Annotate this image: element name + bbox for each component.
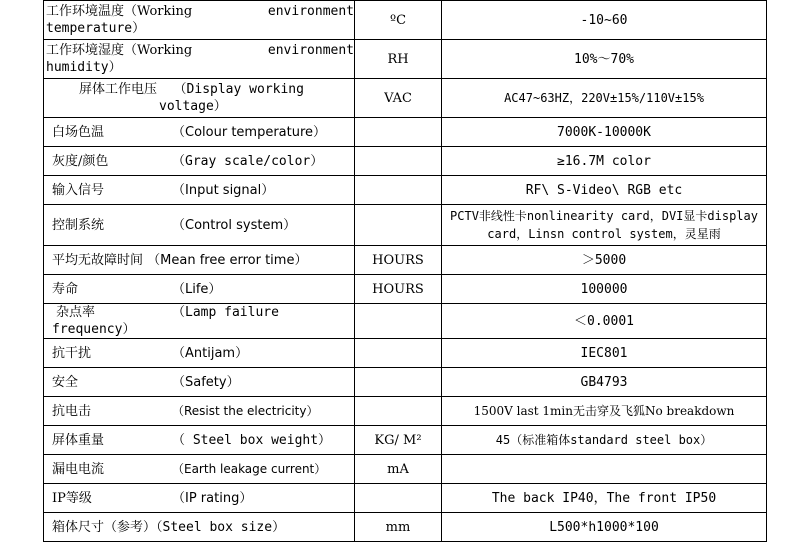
parameter-cell [44, 79, 355, 118]
unit-cell: mA [355, 455, 442, 484]
parameter-cell [44, 304, 355, 339]
parameter-name: IP等级 [52, 490, 92, 506]
parameter-name-cont: environment [267, 4, 354, 19]
parameter-name-en: （Mean free error time） [147, 252, 308, 268]
parameter-name-cont: environment [267, 43, 354, 58]
table-row [44, 304, 767, 339]
parameter-name-en: （Steel box size） [156, 519, 286, 535]
table-row [44, 513, 767, 542]
value-cell: AC47~63HZ，220V±15%/110V±15% [442, 79, 767, 118]
value-cell: 45（标准箱体standard steel box） [442, 426, 767, 455]
table-row [44, 455, 767, 484]
table-row [44, 397, 767, 426]
parameter-name-en: （Life） [172, 281, 222, 297]
value-cell: RF\ S-Video\ RGB etc [442, 176, 767, 205]
parameter-name: 抗干扰 [52, 345, 92, 361]
parameter-name-en: （Display working [173, 82, 304, 97]
value-cell: GB4793 [442, 368, 767, 397]
spec-table [43, 0, 767, 542]
value-cell: 10%～70% [442, 40, 767, 79]
parameter-name: 安全 [52, 374, 79, 390]
parameter-name: 工作环境湿度（Working [46, 43, 193, 58]
parameter-cell [44, 275, 355, 304]
parameter-name: 寿命 [52, 281, 79, 297]
table-row [44, 40, 767, 79]
parameter-cell [44, 339, 355, 368]
parameter-cell [44, 484, 355, 513]
table-row [44, 118, 767, 147]
parameter-name-en: （Gray scale/color） [172, 153, 324, 169]
unit-cell [355, 147, 442, 176]
value-cell: ＞5000 [442, 246, 767, 275]
parameter-name: 白场色温 [52, 124, 105, 140]
unit-cell [355, 205, 442, 246]
parameter-name-wrap: temperature） [46, 21, 146, 36]
table-row [44, 368, 767, 397]
parameter-name-en: （Antijam） [172, 345, 249, 361]
parameter-name: 屏体工作电压 [79, 82, 158, 97]
unit-cell: HOURS [355, 275, 442, 304]
parameter-name: 杂点率 [56, 305, 96, 320]
unit-cell: RH [355, 40, 442, 79]
parameter-cell [44, 40, 355, 79]
table-row [44, 79, 767, 118]
parameter-name: 输入信号 [52, 182, 105, 198]
parameter-name: 控制系统 [52, 217, 105, 233]
parameter-cell [44, 205, 355, 246]
table-row [44, 275, 767, 304]
parameter-name-en: （Resist the electricity） [172, 403, 319, 418]
value-line: card，Linsn control system，灵星雨 [487, 227, 721, 241]
parameter-name: 箱体尺寸（参考） [52, 519, 157, 535]
parameter-cell [44, 1, 355, 40]
unit-cell: mm [355, 513, 442, 542]
value-cell: ≥16.7M color [442, 147, 767, 176]
value-cell: -10~60 [442, 1, 767, 40]
value-cell: ＜0.0001 [442, 304, 767, 339]
parameter-cell [44, 397, 355, 426]
value-cell: 7000K-10000K [442, 118, 767, 147]
unit-cell: HOURS [355, 246, 442, 275]
value-cell: The back IP40，The front IP50 [442, 484, 767, 513]
unit-cell: VAC [355, 79, 442, 118]
table-row [44, 147, 767, 176]
unit-cell [355, 118, 442, 147]
parameter-name: 平均无故障时间 [52, 252, 144, 268]
parameter-name-en: （IP rating） [172, 490, 253, 506]
parameter-name: 漏电电流 [52, 461, 105, 477]
parameter-cell [44, 176, 355, 205]
value-cell: 1500V last 1min无击穿及飞狐No breakdown [442, 397, 767, 426]
unit-cell [355, 397, 442, 426]
value-line: PCTV非线性卡nonlinearity card，DVI显卡display [450, 209, 758, 223]
parameter-name-en-wrap: voltage） [159, 99, 227, 114]
table-row [44, 1, 767, 40]
unit-cell [355, 304, 442, 339]
unit-cell [355, 484, 442, 513]
parameter-name-en: （ Steel box weight） [172, 432, 332, 448]
unit-cell [355, 368, 442, 397]
parameter-cell [44, 455, 355, 484]
parameter-name: 灰度/颜色 [52, 153, 109, 169]
table-row [44, 339, 767, 368]
table-row [44, 246, 767, 275]
parameter-cell [44, 513, 355, 542]
parameter-name-en: （Input signal） [172, 182, 275, 198]
parameter-name: 工作环境温度（Working [46, 4, 193, 19]
parameter-name: 抗电击 [52, 403, 92, 419]
unit-cell [355, 176, 442, 205]
value-cell: 100000 [442, 275, 767, 304]
parameter-name-en: （Control system） [172, 217, 297, 233]
table-row [44, 205, 767, 246]
parameter-cell [44, 147, 355, 176]
value-cell: IEC801 [442, 339, 767, 368]
table-row [44, 484, 767, 513]
value-cell [442, 455, 767, 484]
value-cell: L500*h1000*100 [442, 513, 767, 542]
unit-cell: ºC [355, 1, 442, 40]
parameter-name-en: （Lamp failure frequency） [52, 305, 279, 337]
parameter-cell [44, 426, 355, 455]
unit-cell [355, 339, 442, 368]
parameter-cell [44, 368, 355, 397]
parameter-name-en: （Colour temperature） [172, 124, 327, 140]
unit-cell: KG/ M² [355, 426, 442, 455]
parameter-name-en: （Earth leakage current） [172, 461, 327, 476]
parameter-name-wrap: humidity） [46, 60, 122, 75]
value-cell [442, 205, 767, 246]
parameter-cell [44, 118, 355, 147]
table-row [44, 426, 767, 455]
parameter-name: 屏体重量 [52, 432, 105, 448]
parameter-cell [44, 246, 355, 275]
parameter-name-en: （Safety） [172, 374, 240, 390]
table-row [44, 176, 767, 205]
